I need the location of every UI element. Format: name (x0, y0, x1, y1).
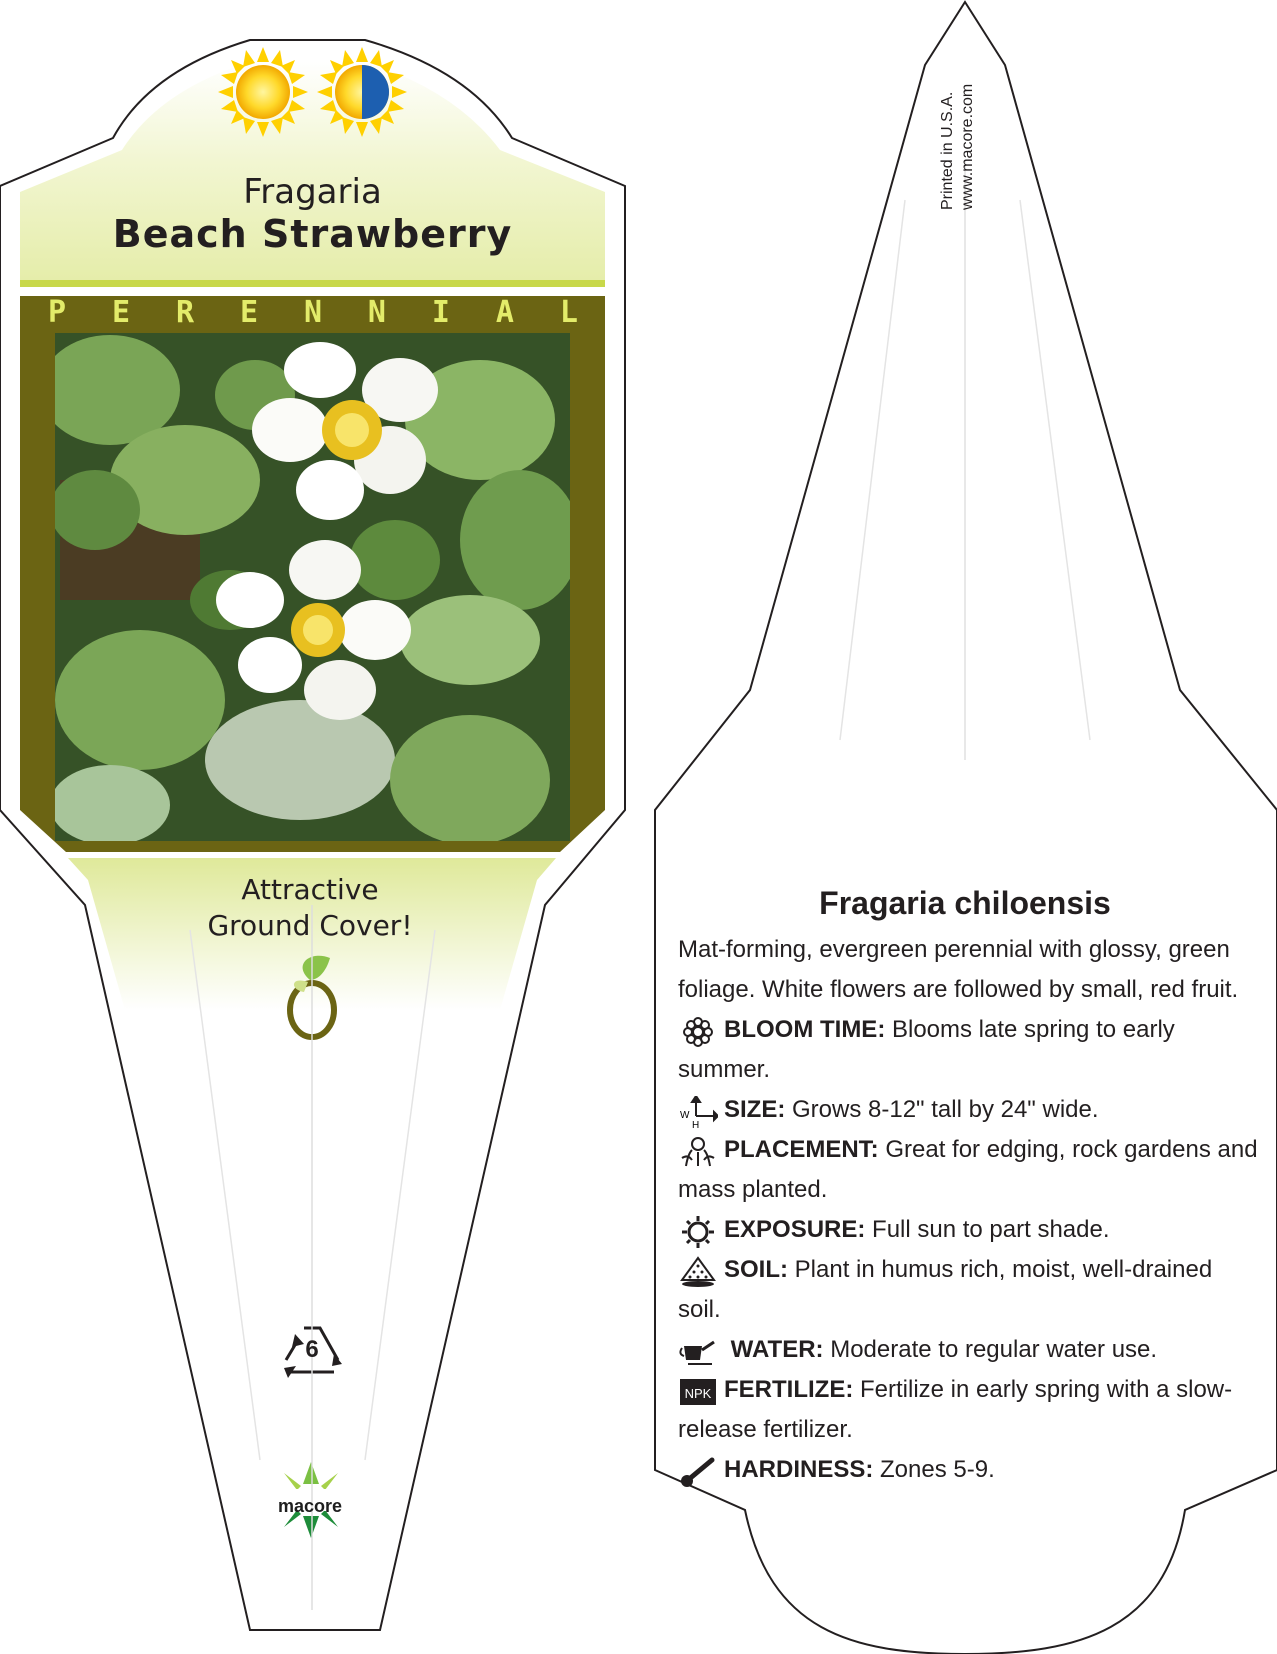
care-row-soil (678, 1250, 1258, 1330)
plant-type (48, 295, 578, 330)
care-text: Fertilize in early spring with a slow-release fertilizer. (678, 1376, 1233, 1443)
printed-url: www.macore.com (959, 83, 976, 210)
tagline (120, 872, 500, 944)
flower-icon (678, 1016, 722, 1046)
tagline-line: Attractive (241, 873, 379, 906)
common-name: Beach Strawberry (112, 212, 513, 256)
plant-type-letter: R (175, 295, 195, 330)
placement-icon (678, 1136, 722, 1166)
npk-icon (678, 1376, 722, 1406)
care-label: FERTILIZE: (724, 1376, 854, 1403)
care-label: SOIL: (724, 1256, 788, 1283)
plant-type-letter: E (111, 295, 131, 330)
care-label: SIZE: (724, 1096, 786, 1123)
full-sun-icon (218, 47, 308, 137)
part-shade-icon (317, 47, 407, 137)
thermometer-icon (678, 1456, 722, 1486)
care-text: Moderate to regular water use. (823, 1336, 1158, 1363)
botanical-name: Fragaria chiloensis (819, 885, 1111, 921)
care-row-fertilize (678, 1370, 1258, 1450)
care-row-hardiness (678, 1450, 1258, 1490)
watering-can-icon (678, 1336, 722, 1366)
care-text: Plant in humus rich, moist, well-drained soil. (678, 1256, 1213, 1323)
care-row-water (678, 1330, 1258, 1370)
plant-type-letter: N (303, 295, 322, 330)
plant-type-letter: A (495, 295, 514, 330)
care-text: Grows 8-12" tall by 24" wide. (785, 1096, 1099, 1123)
care-label: BLOOM TIME: (724, 1016, 886, 1043)
recycle-number: 6 (305, 1336, 319, 1363)
svg-text:NPK: NPK (684, 1385, 712, 1401)
printed-line: Printed in U.S.A. (939, 91, 956, 210)
care-label: WATER: (724, 1336, 824, 1363)
description: Mat-forming, evergreen perennial with glossy, green foliage. White flowers are followed by small, red fruit. (678, 936, 1239, 1003)
svg-text:H: H (692, 1119, 700, 1128)
care-text: Zones 5-9. (873, 1456, 995, 1483)
care-text: Great for edging, rock gardens and mass planted. (678, 1136, 1258, 1203)
care-row-placement (678, 1130, 1258, 1210)
care-label: EXPOSURE: (724, 1216, 866, 1243)
plant-type-letter: L (559, 295, 578, 330)
care-row-bloom (678, 1010, 1258, 1090)
care-label: PLACEMENT: (724, 1136, 879, 1163)
care-label: HARDINESS: (724, 1456, 874, 1483)
care-text: Blooms late spring to early summer. (678, 1016, 1175, 1083)
plant-type-letter: P (48, 295, 67, 330)
size-icon (678, 1096, 722, 1126)
care-row-size (678, 1090, 1258, 1130)
svg-text:W: W (680, 1109, 690, 1121)
care-text: Full sun to part shade. (865, 1216, 1110, 1243)
sun-outline-icon (678, 1216, 722, 1246)
tagline-line: Ground Cover! (207, 909, 413, 942)
plant-type-letter: I (431, 295, 450, 330)
brand-name: macore (277, 1496, 343, 1516)
plant-photo (40, 333, 580, 845)
header-rule (20, 280, 605, 287)
soil-icon (678, 1256, 722, 1286)
care-info (678, 930, 1258, 1490)
printer-credit (938, 84, 978, 210)
plant-type-letter: N (367, 295, 386, 330)
genus-name: Fragaria (243, 172, 382, 212)
plant-type-letter: E (239, 295, 259, 330)
care-row-exposure (678, 1210, 1258, 1250)
